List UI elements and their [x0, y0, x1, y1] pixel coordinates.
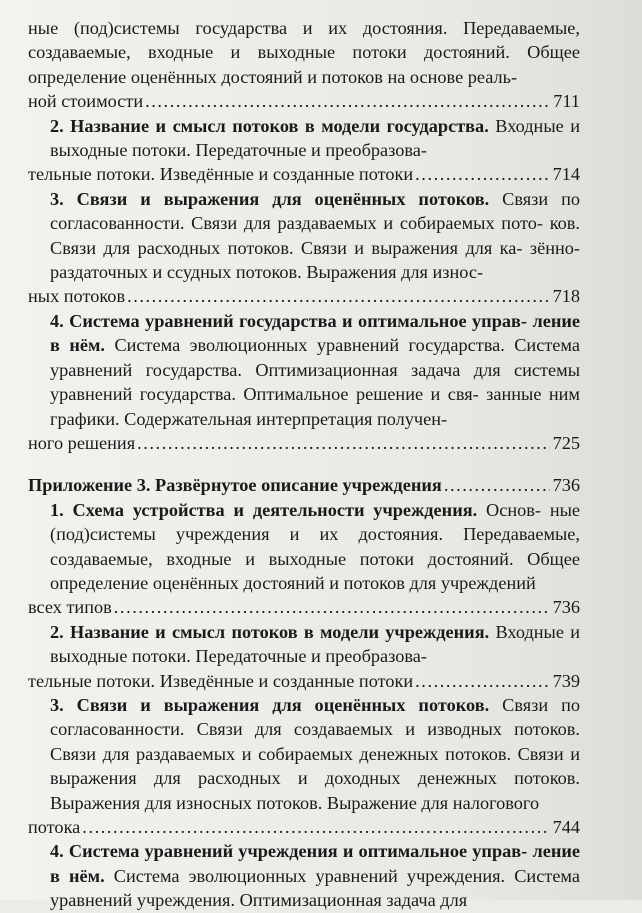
entry-body: Связи по согласованности. Связи для создаваемых и изводных потоков. Связи для раздаваемых и собираемых денежных потоков. Связи и выражения для расходных и доходных денежных потоков. Выражения для износных потоков. Выражение для налогового — [50, 694, 581, 813]
dot-leader — [82, 815, 550, 839]
toc-entry — [28, 114, 580, 187]
entry-body: Входные и выходные потоки. Передаточные и преобразова- — [50, 621, 580, 667]
spacer — [28, 455, 580, 473]
entry-tail — [28, 669, 580, 693]
toc-page — [28, 16, 580, 913]
entry-body: Связи по согласованности. Связи для раздаваемых и собираемых пото- ков. Связи для расходных потоков. Связи и выражения для ка- зённо-раздаточных и ссудных потоков. Выражения для износ- — [50, 188, 581, 283]
dot-leader — [114, 595, 550, 619]
page-number: 736 — [552, 475, 580, 496]
page-number: 711 — [553, 91, 580, 112]
entry-text — [28, 498, 580, 596]
toc-entry — [28, 16, 580, 114]
dot-leader — [137, 431, 550, 455]
entry-heading: 2. Название и смысл потоков в модели государства. — [50, 115, 489, 136]
dot-leader — [415, 162, 550, 186]
entry-text — [28, 309, 580, 431]
appendix-heading — [28, 473, 580, 497]
entry-text — [28, 693, 580, 815]
entry-body: Входные и выходные потоки. Передаточные и преобразова- — [50, 115, 580, 161]
entry-text: ные (под)системы государства и их достояния. Передаваемые, создаваемые, входные и выходные потоки достояний. Общее определение оценённых достояний и потоков на основе реаль- — [28, 18, 580, 87]
entry-tail-text: ного решения — [28, 432, 136, 453]
page-number: 739 — [552, 670, 580, 691]
entry-tail-text: тельные потоки. Изведённые и созданные потоки — [28, 164, 414, 185]
dot-leader — [145, 89, 550, 113]
entry-tail-text: всех типов — [28, 597, 112, 618]
entry-text — [28, 187, 580, 285]
entry-text — [28, 114, 580, 163]
page-number: 718 — [552, 286, 580, 307]
entry-body: Основ- ные (под)системы учреждения и их достояния. Передаваемые, создаваемые, входные и выходные потоки достояний. Общее определение оценённых достояний и потоков для учреждений — [50, 499, 580, 593]
entry-tail-text: ных потоков — [28, 286, 126, 307]
entry-heading: 2. Название и смысл потоков в модели учреждения. — [50, 621, 490, 642]
page-number: 744 — [552, 817, 580, 837]
entry-tail-text: потока — [28, 817, 81, 837]
dot-leader — [444, 473, 550, 497]
entry-heading: 4. Система уравнений государства и оптимальное управ- ление в нём. — [50, 310, 580, 356]
entry-tail — [28, 89, 580, 113]
entry-text — [28, 620, 580, 669]
entry-tail — [28, 595, 580, 619]
entry-tail-text: ной стоимости — [28, 91, 144, 112]
entry-tail — [28, 162, 580, 186]
toc-entry — [28, 620, 580, 693]
entry-heading: 3. Связи и выражения для оценённых потоков. — [50, 694, 490, 715]
entry-tail — [28, 284, 580, 308]
entry-heading: 4. Система уравнений учреждения и оптимальное управ- ление в нём. — [50, 841, 580, 886]
toc-entry — [28, 309, 580, 455]
page-number: 736 — [552, 597, 580, 618]
toc-entry — [28, 498, 580, 620]
entry-tail — [28, 815, 580, 839]
toc-entry — [28, 839, 580, 912]
entry-text — [28, 839, 580, 912]
entry-body: Система эволюционных уравнений учреждения. Система уравнений учреждения. Оптимизационная задача для — [50, 865, 580, 911]
entry-body: Система эволюционных уравнений государства. Система уравнений государства. Оптимизационная задача для системы уравнений государства. Оптимальное решение и свя- занные ним графики. Содержательная интерпретация получен- — [50, 335, 580, 429]
entry-tail — [28, 431, 580, 455]
entry-tail-text: тельные потоки. Изведённые и созданные потоки — [28, 670, 414, 691]
page-number: 725 — [552, 432, 580, 453]
page-number: 714 — [552, 164, 580, 185]
toc-entry — [28, 693, 580, 839]
entry-heading: 3. Связи и выражения для оценённых потоков. — [50, 188, 490, 209]
toc-entry — [28, 187, 580, 309]
appendix-title: Приложение 3. Развёрнутое описание учреждения — [28, 475, 442, 496]
dot-leader — [415, 669, 550, 693]
entry-heading: 1. Схема устройства и деятельности учреждения. — [50, 499, 478, 520]
dot-leader — [127, 284, 550, 308]
